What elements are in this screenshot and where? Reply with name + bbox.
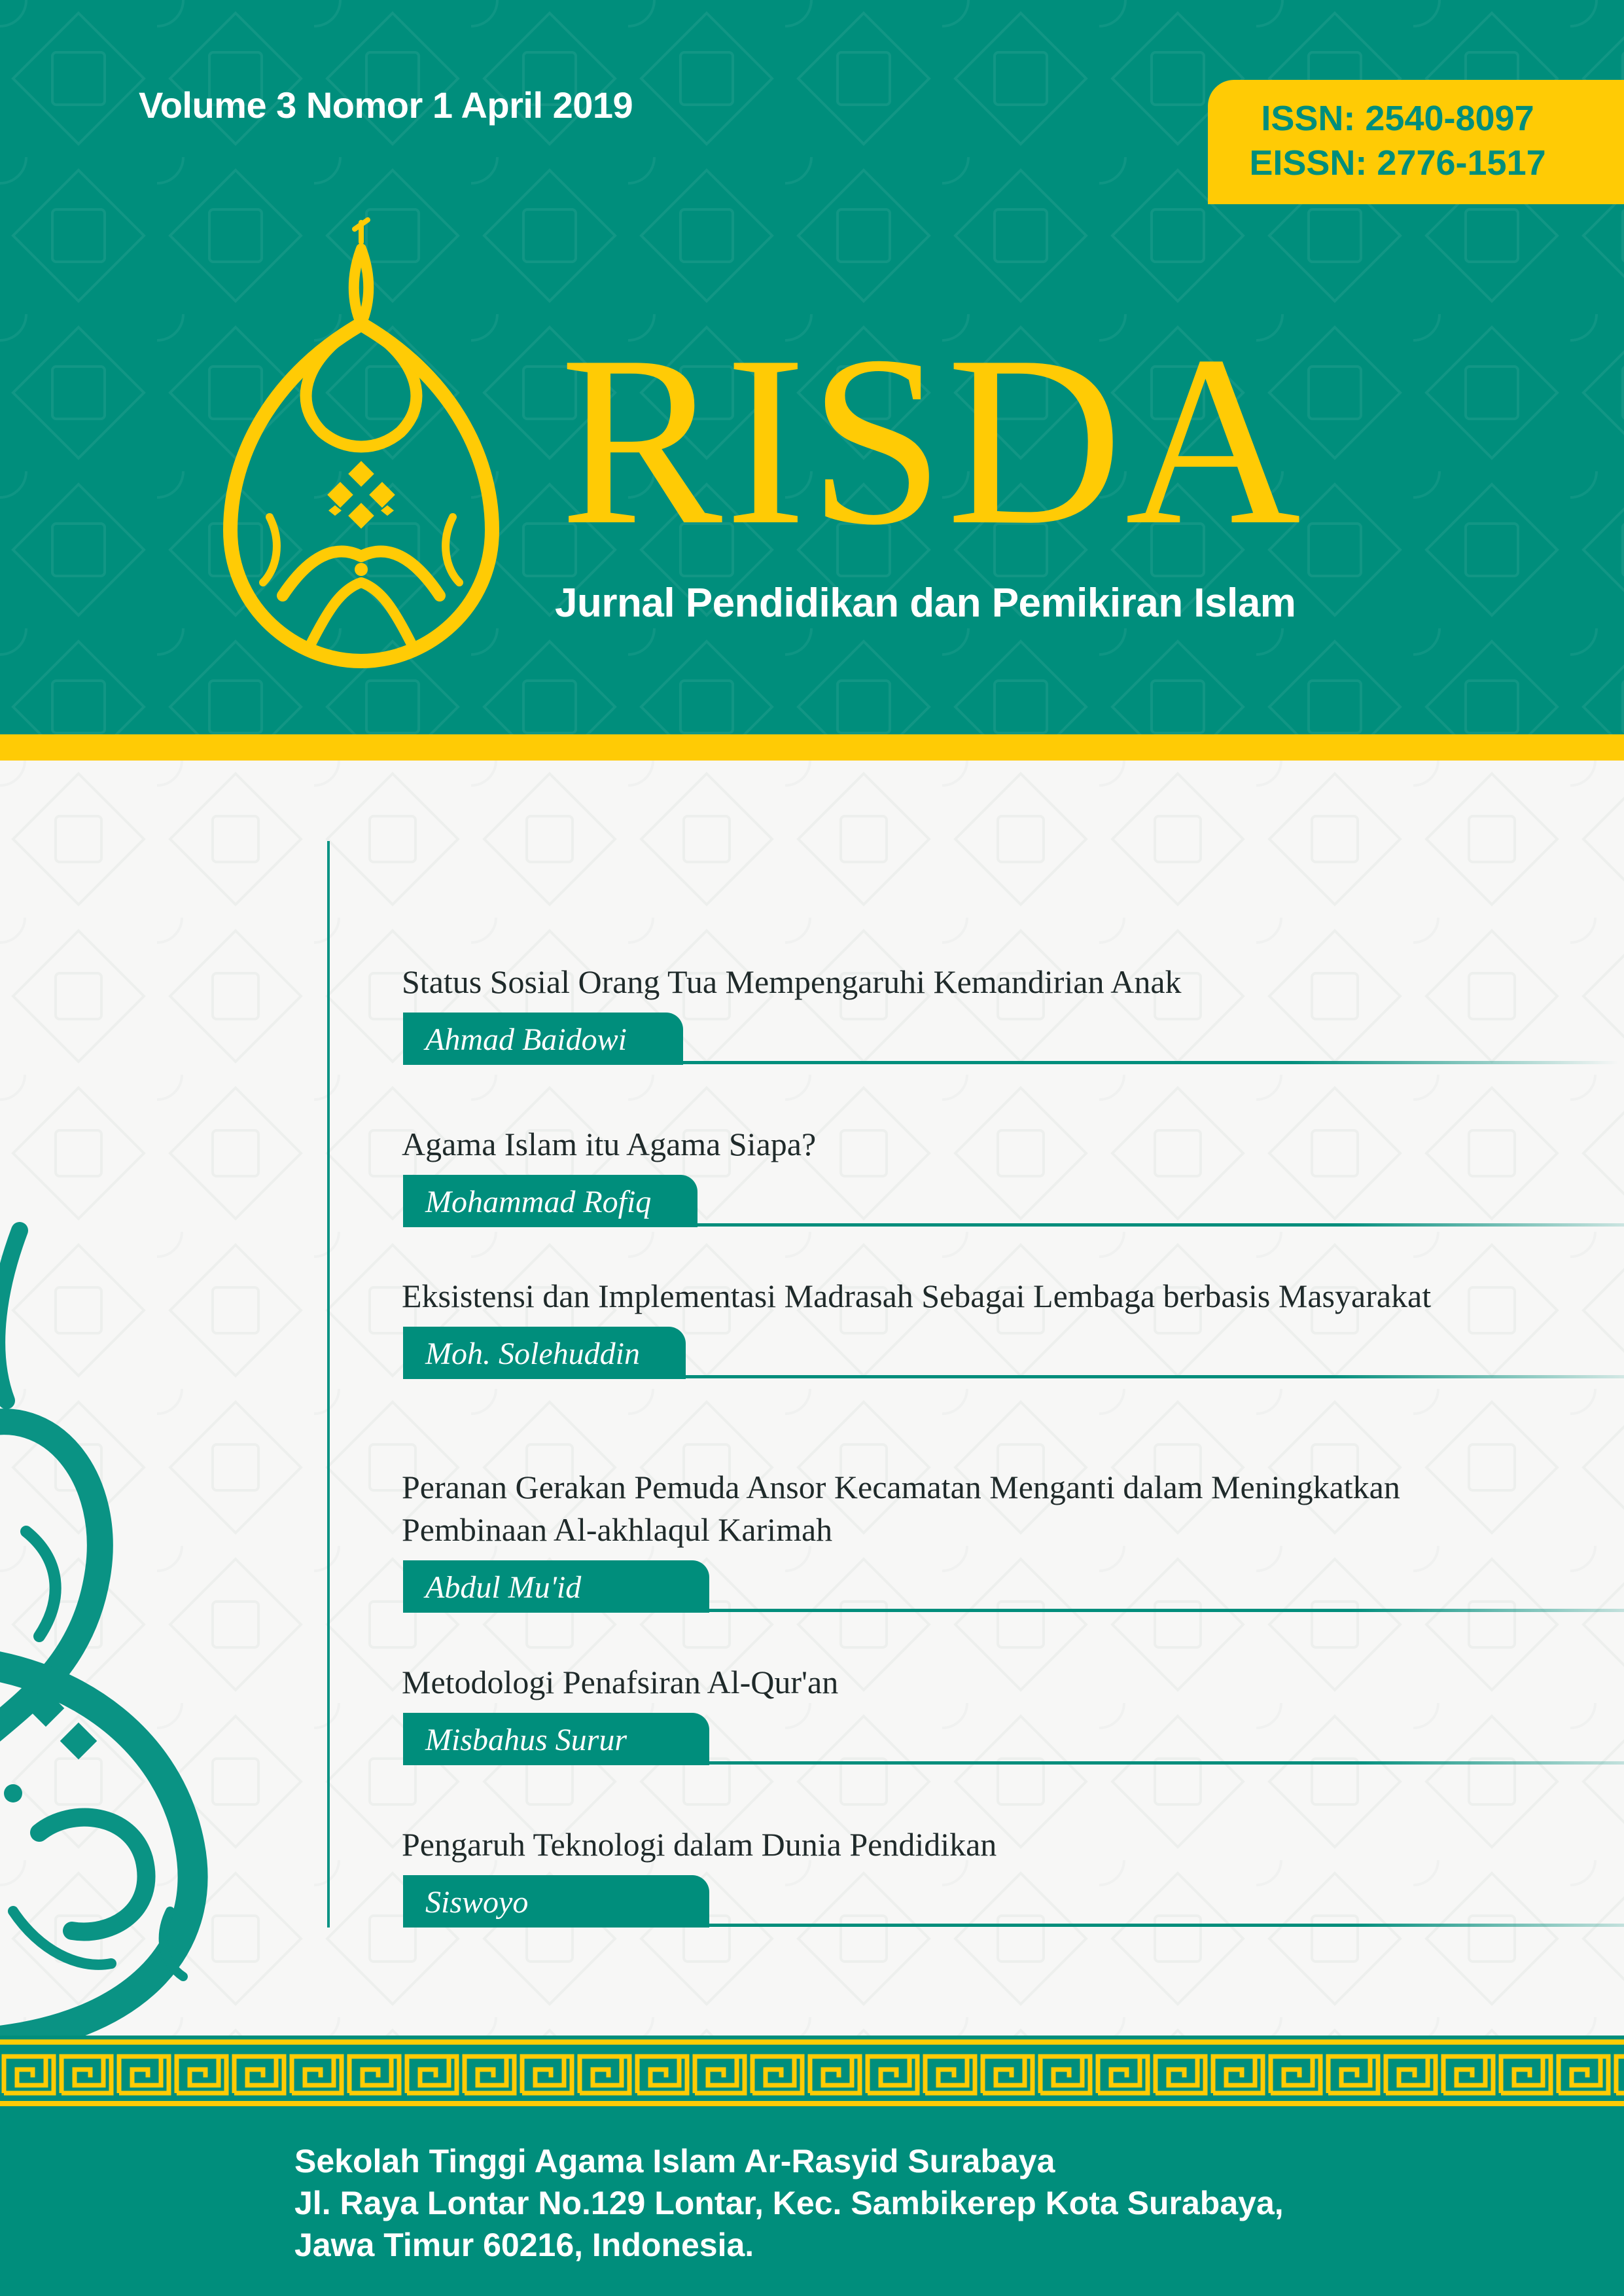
address-line-1: Jl. Raya Lontar No.129 Lontar, Kec. Sambikerep Kota Surabaya, bbox=[294, 2185, 1284, 2221]
article-title[interactable]: Agama Islam itu Agama Siapa? bbox=[402, 1126, 817, 1162]
article-list-rule bbox=[327, 841, 330, 1928]
author-underline bbox=[684, 1375, 1624, 1378]
author-row bbox=[402, 1013, 1449, 1065]
article-author[interactable]: Moh. Solehuddin bbox=[403, 1327, 686, 1379]
article-title[interactable]: Peranan Gerakan Pemuda Ansor Kecamatan Menganti dalam Meningkatkan Pembinaan Al-akhlaqul Karimah bbox=[402, 1469, 1400, 1548]
greek-key-border bbox=[0, 2036, 1624, 2111]
article-item[interactable] bbox=[402, 1823, 1449, 1928]
article-author[interactable]: Siswoyo bbox=[403, 1875, 709, 1928]
author-row bbox=[402, 1175, 1449, 1227]
author-underline bbox=[696, 1223, 1624, 1227]
article-item[interactable] bbox=[402, 1466, 1449, 1613]
calligraphy-ornament-icon bbox=[0, 1204, 275, 2042]
institution-name: Sekolah Tinggi Agama Islam Ar-Rasyid Surabaya bbox=[294, 2143, 1055, 2179]
volume-issue: Volume 3 Nomor 1 April 2019 bbox=[139, 84, 633, 126]
article-title[interactable]: Eksistensi dan Implementasi Madrasah Sebagai Lembaga berbasis Masyarakat bbox=[402, 1278, 1432, 1314]
article-author[interactable]: Abdul Mu'id bbox=[403, 1560, 709, 1613]
article-author[interactable]: Ahmad Baidowi bbox=[403, 1013, 683, 1065]
article-item[interactable] bbox=[402, 1123, 1449, 1227]
article-title[interactable]: Pengaruh Teknologi dalam Dunia Pendidikan bbox=[402, 1826, 997, 1863]
article-item[interactable] bbox=[402, 961, 1449, 1065]
cover-footer bbox=[0, 2036, 1624, 2296]
journal-subtitle: Jurnal Pendidikan dan Pemikiran Islam bbox=[555, 581, 1296, 626]
author-row bbox=[402, 1327, 1449, 1379]
article-item[interactable] bbox=[402, 1661, 1449, 1765]
article-title[interactable]: Metodologi Penafsiran Al-Qur'an bbox=[402, 1664, 839, 1700]
article-author[interactable]: Mohammad Rofiq bbox=[403, 1175, 697, 1227]
author-underline bbox=[708, 1924, 1624, 1927]
author-underline bbox=[682, 1061, 1619, 1064]
issn-badge bbox=[1208, 80, 1624, 204]
issn-electronic: EISSN: 2776-1517 bbox=[1249, 143, 1546, 183]
arabic-calligraphy-emblem-icon bbox=[211, 203, 512, 687]
header-divider bbox=[0, 734, 1624, 761]
journal-title: RISDA bbox=[560, 306, 1304, 575]
author-underline bbox=[708, 1761, 1624, 1765]
article-title[interactable]: Status Sosial Orang Tua Mempengaruhi Kemandirian Anak bbox=[402, 963, 1182, 1000]
article-author[interactable]: Misbahus Surur bbox=[403, 1713, 709, 1765]
author-row bbox=[402, 1713, 1449, 1765]
address-line-2: Jawa Timur 60216, Indonesia. bbox=[294, 2227, 754, 2263]
author-row bbox=[402, 1560, 1449, 1613]
article-item[interactable] bbox=[402, 1275, 1449, 1379]
cover-header bbox=[0, 0, 1624, 734]
author-underline bbox=[708, 1609, 1624, 1612]
issn-print: ISSN: 2540-8097 bbox=[1261, 99, 1534, 138]
author-row bbox=[402, 1875, 1449, 1928]
